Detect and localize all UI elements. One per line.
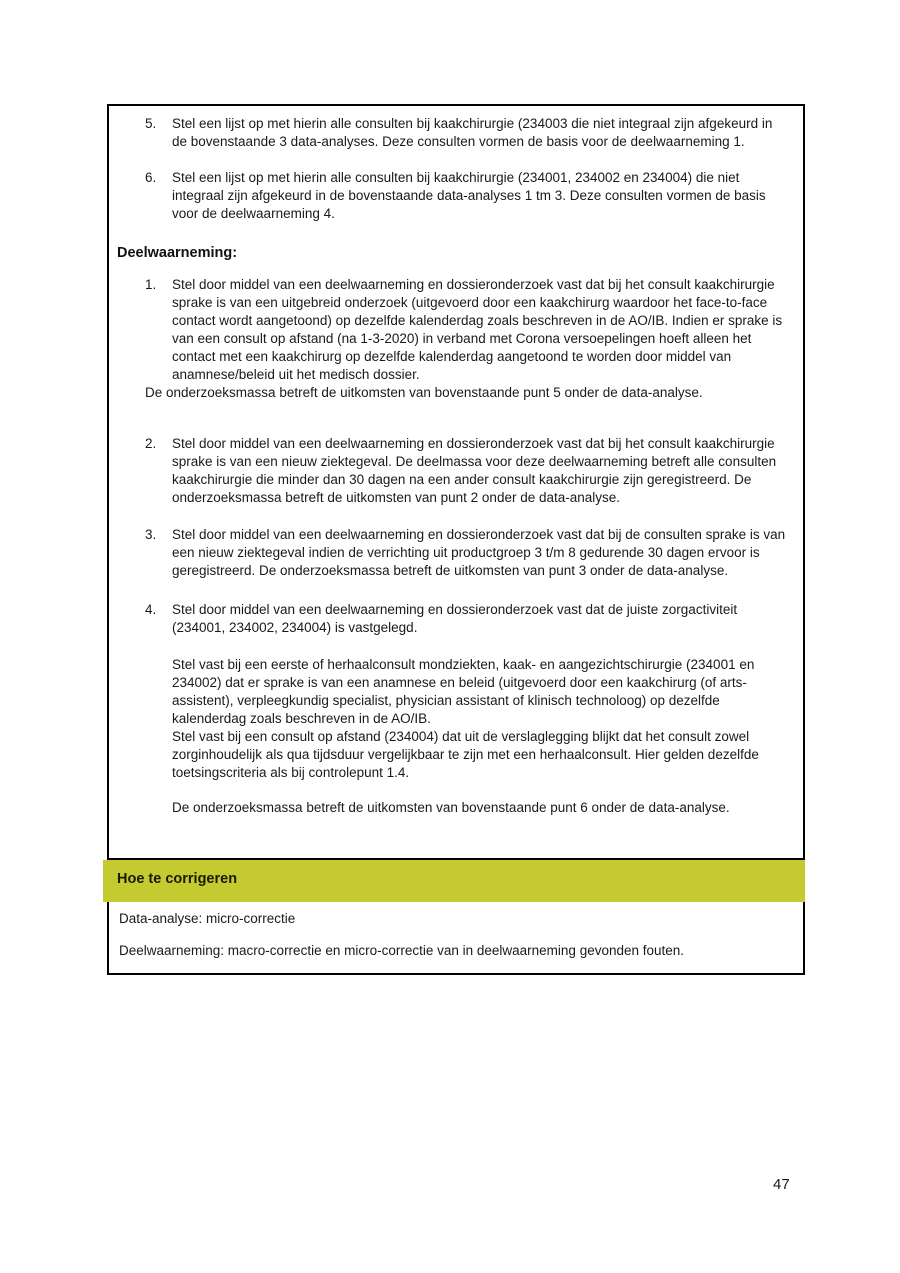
list-item-5 <box>145 115 791 151</box>
deelwaarneming-item-4 <box>145 601 791 817</box>
deelwaarneming-heading: Deelwaarneming: <box>117 245 238 261</box>
list-item-text: Stel een lijst op met hierin alle consulten bij kaakchirurgie (234003 die niet integraal zijn afgekeurd in de bovenstaande 3 data-analyses. Deze consulten vormen de basis voor de deelwaarneming 1. <box>172 116 773 149</box>
deelwaarneming-item-1 <box>145 276 791 384</box>
deelwaarneming-item-2 <box>145 435 791 507</box>
item-4-paragraph-1: Stel vast bij een eerste of herhaalconsult mondziekten, kaak- en aangezichtschirurgie (234001 en 234002) dat er sprake is van een anamnese en beleid (uitgevoerd door een kaakchirurg (of arts-assistent), verpleegkundig specialist, physician assistant of klinisch technoloog) op dezelfde kalenderdag zoals beschreven in de AO/IB. <box>172 657 755 726</box>
list-item-number: 5. <box>145 116 157 131</box>
list-item-number: 2. <box>145 436 157 451</box>
controlepunt-detail-cell <box>107 104 805 860</box>
list-item-number: 4. <box>145 602 157 617</box>
list-item-body <box>172 601 791 817</box>
deelwaarneming-item-3 <box>145 526 791 580</box>
list-item-text: Stel door middel van een deelwaarneming en dossieronderzoek vast dat bij het consult kaakchirurgie sprake is van een uitgebreid onderzoek (uitgevoerd door een kaakchirurg waardoor het face-to-face contact wordt aangetoond) op dezelfde kalenderdag zoals beschreven in de AO/IB. Indien er sprake is van een consult op afstand (na 1-3-2020) in verband met Corona versoepelingen hoeft alleen het contact met een kaakchirurg op dezelfde kalenderdag aangetoond te worden door middel van anamnese/beleid uit het medisch dossier. <box>172 277 783 382</box>
correction-line-deelwaarneming: Deelwaarneming: macro-correctie en micro-correctie van in deelwaarneming gevonden fouten. <box>119 943 685 958</box>
onderzoeksmassa-note-4: De onderzoeksmassa betreft de uitkomsten van bovenstaande punt 6 onder de data-analyse. <box>172 800 730 815</box>
list-item-number: 3. <box>145 527 157 542</box>
correction-header-label: Hoe te corrigeren <box>117 871 238 887</box>
list-item-text: Stel door middel van een deelwaarneming en dossieronderzoek vast dat de juiste zorgactiviteit (234001, 234002, 234004) is vastgelegd. <box>172 602 738 635</box>
list-item-6 <box>145 169 791 223</box>
page-number: 47 <box>773 1176 790 1193</box>
list-item-text: Stel een lijst op met hierin alle consulten bij kaakchirurgie (234001, 234002 en 234004) die niet integraal zijn afgekeurd in de bovenstaande data-analyses 1 tm 3. Deze consulten vormen de basis voor de deelwaarneming 4. <box>172 170 766 221</box>
correction-header-band <box>103 860 805 902</box>
list-item-text: Stel door middel van een deelwaarneming en dossieronderzoek vast dat bij de consulten sprake is van een nieuw ziektegeval indien de verrichting uit productgroep 3 t/m 8 gedurende 30 dagen ervoor is geregistreerd. De onderzoeksmassa betreft de uitkomsten van punt 3 onder de data-analyse. <box>172 527 786 578</box>
onderzoeksmassa-note-1: De onderzoeksmassa betreft de uitkomsten van bovenstaande punt 5 onder de data-analyse. <box>145 385 703 400</box>
list-item-number: 6. <box>145 170 157 185</box>
correction-cell <box>107 902 805 975</box>
list-item-number: 1. <box>145 277 157 292</box>
list-item-text: Stel door middel van een deelwaarneming en dossieronderzoek vast dat bij het consult kaakchirurgie sprake is van een nieuw ziektegeval. De deelmassa voor deze deelwaarneming betreft alle consulten kaakchirurgie die minder dan 30 dagen na een ander consult kaakchirurgie zijn geregistreerd. De onderzoeksmassa betreft de uitkomsten van punt 2 onder de data-analyse. <box>172 436 777 505</box>
item-4-paragraph-2: Stel vast bij een consult op afstand (234004) dat uit de verslaglegging blijkt dat het consult zowel zorginhoudelijk als qua tijdsduur vergelijkbaar te zijn met een herhaalconsult. Hier gelden dezelfde toetsingscriteria als bij controlepunt 1.4. <box>172 729 759 780</box>
correction-line-data-analyse: Data-analyse: micro-correctie <box>119 911 296 926</box>
